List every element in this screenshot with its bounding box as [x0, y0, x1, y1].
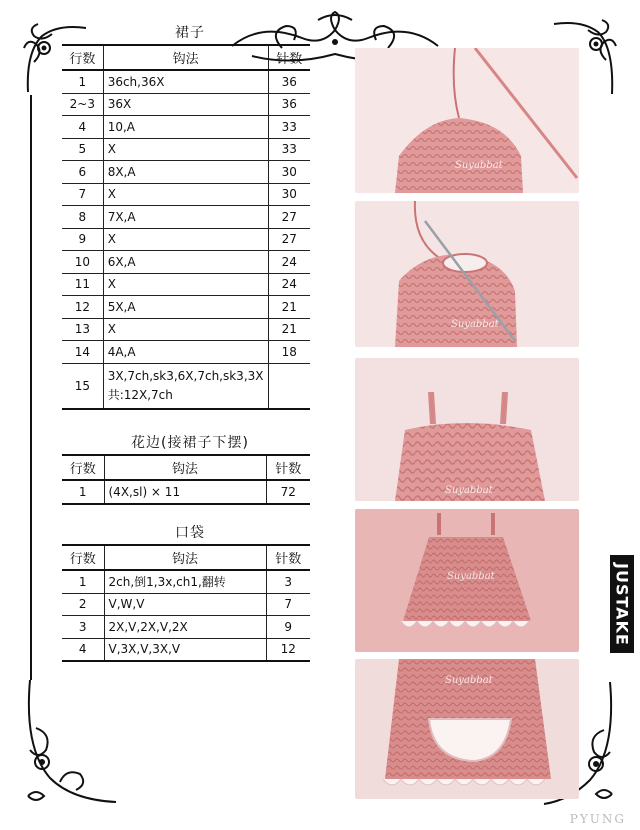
stitch-count: 33	[268, 116, 310, 139]
table-row	[62, 251, 310, 274]
row-number: 11	[62, 273, 103, 296]
row-number: 5	[62, 138, 103, 161]
header-rows: 行数	[62, 545, 104, 570]
stitch-count: 12	[266, 638, 310, 661]
left-frame-line	[30, 95, 32, 680]
row-number: 2~3	[62, 93, 103, 116]
stitch-count: 24	[268, 251, 310, 274]
row-number: 4	[62, 638, 104, 661]
stitch-instruction: 7X,A	[103, 206, 268, 229]
stitch-count	[268, 363, 310, 409]
row-number: 4	[62, 116, 103, 139]
stitch-count: 7	[266, 593, 310, 616]
stitch-count: 24	[268, 273, 310, 296]
row-number: 6	[62, 161, 103, 184]
stitch-instruction: X	[103, 138, 268, 161]
header-stitch: 钩法	[104, 545, 266, 570]
header-count: 针数	[268, 45, 310, 70]
table-row	[62, 341, 310, 364]
header-count: 针数	[266, 545, 310, 570]
row-number: 1	[62, 480, 104, 504]
table-row	[62, 116, 310, 139]
table-row	[62, 480, 310, 504]
stitch-instruction: V,3X,V,3X,V	[104, 638, 266, 661]
row-number: 7	[62, 183, 103, 206]
stitch-count: 33	[268, 138, 310, 161]
stitch-instruction: V,W,V	[104, 593, 266, 616]
stitch-instruction: 4A,A	[103, 341, 268, 364]
header-stitch: 钩法	[104, 455, 266, 480]
skirt-title: 裙子	[150, 22, 230, 42]
table-row	[62, 161, 310, 184]
edging-title: 花边(接裙子下摆)	[131, 435, 249, 451]
photo-watermark: Suyabbat	[455, 160, 503, 171]
stitch-instruction: 6X,A	[103, 251, 268, 274]
stitch-count: 27	[268, 228, 310, 251]
stitch-instruction: X	[103, 183, 268, 206]
row-number: 10	[62, 251, 103, 274]
table-row	[62, 228, 310, 251]
header-rows: 行数	[62, 45, 103, 70]
edging-header-row	[62, 455, 310, 480]
stitch-count: 27	[268, 206, 310, 229]
stitch-count: 21	[268, 296, 310, 319]
row-number: 1	[62, 70, 103, 93]
table-row	[62, 183, 310, 206]
photo-4-dress-front	[355, 509, 579, 652]
stitch-instruction: 5X,A	[103, 296, 268, 319]
photo-2-crochet-strap	[355, 201, 579, 347]
stitch-count: 9	[266, 616, 310, 639]
stitch-instruction: 2ch,倒1,3x,ch1,翻转	[104, 570, 266, 593]
photo-watermark: Suyabbat	[447, 571, 495, 582]
table-row	[62, 273, 310, 296]
skirt-header-row	[62, 45, 310, 70]
row-number: 3	[62, 616, 104, 639]
justake-badge: JUSTAKE	[610, 555, 634, 653]
stitch-instruction: 36ch,36X	[103, 70, 268, 93]
stitch-count: 18	[268, 341, 310, 364]
table-row	[62, 616, 310, 639]
pocket-title: 口袋	[175, 525, 205, 541]
row-number: 14	[62, 341, 103, 364]
table-row	[62, 318, 310, 341]
stitch-instruction: X	[103, 318, 268, 341]
photo-watermark: Suyabbat	[451, 319, 499, 330]
photo-3-dress-straps	[355, 358, 579, 501]
table-row	[62, 570, 310, 593]
bottom-left-ornament	[20, 678, 120, 808]
row-number: 13	[62, 318, 103, 341]
pocket-table	[62, 544, 310, 662]
table-row	[62, 296, 310, 319]
header-count: 针数	[266, 455, 310, 480]
photo-1-crochet-start	[355, 48, 579, 193]
stitch-instruction: (4X,sl) × 11	[104, 480, 266, 504]
stitch-instruction: 36X	[103, 93, 268, 116]
row-number: 15	[62, 363, 103, 409]
stitch-instruction: 10,A	[103, 116, 268, 139]
stitch-instruction: 3X,7ch,sk3,6X,7ch,sk3,3X 共:12X,7ch	[103, 363, 268, 409]
table-row	[62, 138, 310, 161]
table-row	[62, 206, 310, 229]
stitch-count: 3	[266, 570, 310, 593]
stitch-count: 30	[268, 183, 310, 206]
header-stitch: 钩法	[103, 45, 268, 70]
stitch-instruction: 2X,V,2X,V,2X	[104, 616, 266, 639]
header-rows: 行数	[62, 455, 104, 480]
table-row	[62, 593, 310, 616]
photo-5-dress-pocket	[355, 659, 579, 799]
table-row	[62, 363, 310, 409]
stitch-instruction: X	[103, 273, 268, 296]
table-row	[62, 93, 310, 116]
stitch-count: 36	[268, 70, 310, 93]
photo-watermark: Suyabbat	[445, 485, 493, 496]
edging-table	[62, 454, 310, 505]
row-number: 12	[62, 296, 103, 319]
table-row	[62, 70, 310, 93]
stitch-count: 72	[266, 480, 310, 504]
stitch-instruction: X	[103, 228, 268, 251]
stitch-count: 36	[268, 93, 310, 116]
row-number: 1	[62, 570, 104, 593]
row-number: 8	[62, 206, 103, 229]
photo-watermark: Suyabbat	[445, 675, 493, 686]
row-number: 9	[62, 228, 103, 251]
table-row	[62, 638, 310, 661]
corner-watermark: PYUNG	[569, 812, 626, 826]
pocket-header-row	[62, 545, 310, 570]
stitch-instruction: 8X,A	[103, 161, 268, 184]
skirt-table	[62, 44, 310, 410]
row-number: 2	[62, 593, 104, 616]
stitch-count: 30	[268, 161, 310, 184]
stitch-count: 21	[268, 318, 310, 341]
